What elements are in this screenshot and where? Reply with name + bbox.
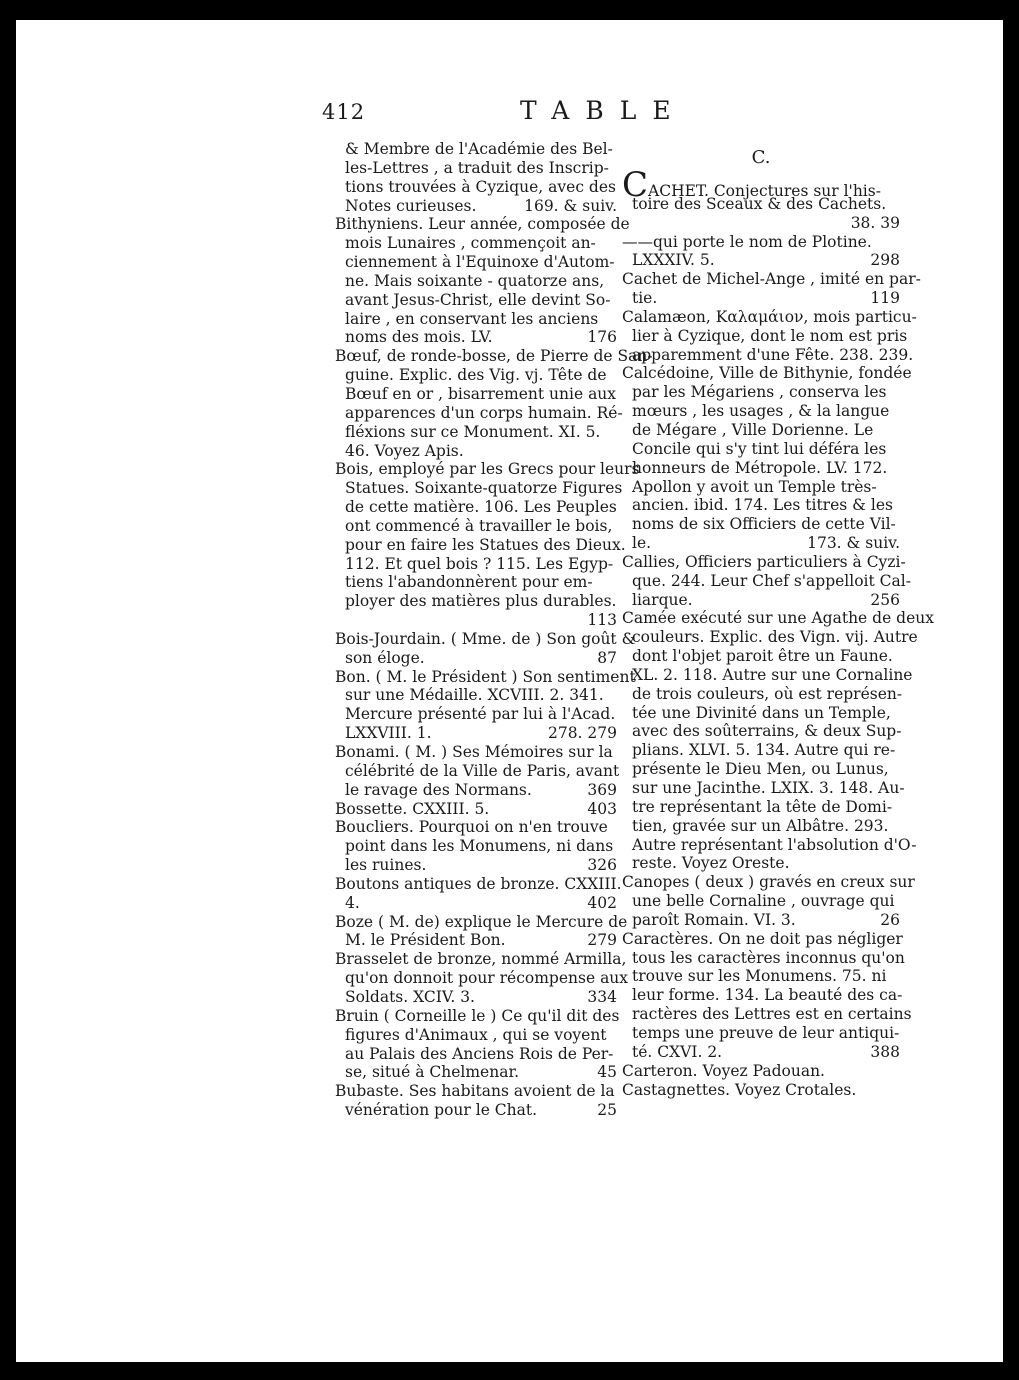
index-line [335, 1101, 617, 1120]
index-line-text: Notes curieuses. [345, 196, 477, 215]
index-line [335, 159, 617, 178]
index-line-text: paroît Romain. VI. 3. [632, 910, 796, 929]
index-line [622, 779, 905, 798]
index-line-ref: 113 [587, 611, 617, 630]
index-line-ref: 388 [870, 1042, 900, 1061]
index-line [335, 912, 628, 932]
index-line-text: Callies, Officiers particuliers à Cyzi- [622, 552, 906, 571]
index-line [335, 517, 617, 536]
index-line-text: sur une Jacinthe. LXIX. 3. 148. Au- [632, 779, 905, 797]
index-line-text: té. CXVI. 2. [632, 1042, 723, 1061]
index-line-text: avec des soûterrains, & deux Sup- [632, 722, 902, 741]
index-line-text: XL. 2. 118. Autre sur une Cornaline [632, 665, 913, 684]
index-line [622, 195, 900, 214]
index-line-text: 4. [345, 893, 360, 912]
index-line [622, 665, 913, 685]
index-line-ref: 119 [870, 289, 900, 308]
index-line [335, 781, 617, 800]
index-line [622, 552, 906, 572]
index-line [335, 629, 636, 649]
index-line [622, 704, 900, 723]
index-line-text: plians. XLVI. 5. 134. Autre qui re- [632, 741, 896, 760]
index-line-text: Bubaste. Ses habitans avoient de la [335, 1082, 615, 1101]
index-line-text: ne. Mais soixante - quatorze ans, [345, 271, 605, 290]
index-line-text: & Membre de l'Académie des Bel- [345, 140, 613, 158]
index-line-text: fléxions sur ce Monument. XI. 5. [345, 422, 601, 441]
index-line-text: Bossette. CXXIII. 5. [335, 799, 490, 818]
index-line [335, 366, 617, 385]
index-line-text: de Mégare , Ville Dorienne. Le [632, 420, 874, 439]
index-line [335, 894, 617, 913]
index-line-ref: 176 [587, 328, 617, 347]
index-line [335, 1082, 617, 1101]
index-line-text: les-Lettres , a traduit des Inscrip- [345, 158, 609, 177]
index-line-text: pour en faire les Statues des Dieux. [345, 535, 626, 554]
index-line [335, 800, 617, 819]
index-line [335, 969, 629, 988]
index-line [335, 555, 617, 574]
index-line [335, 837, 617, 856]
index-line [335, 479, 623, 498]
index-line [335, 253, 617, 272]
index-line [335, 535, 626, 555]
index-line [335, 140, 617, 159]
index-line [622, 722, 900, 741]
index-line-text: noms de six Officiers de cette Vil- [632, 515, 896, 534]
index-line [622, 684, 903, 704]
index-line-text: Bois, employé par les Grecs pour leurs [335, 460, 640, 479]
index-line-text: présente le Dieu Men, ou Lunus, [632, 760, 889, 779]
index-line [622, 798, 900, 817]
index-line [335, 328, 617, 347]
index-line-text: tous les caractères inconnus qu'on [632, 948, 905, 967]
index-line-text: le. [632, 534, 652, 553]
index-line [335, 724, 617, 743]
index-line [622, 741, 900, 760]
index-line-ref: 403 [587, 799, 617, 818]
index-line-text: Concile qui s'y tint lui déféra les [632, 439, 887, 458]
index-line-text: tions trouvées à Cyzique, avec des [345, 177, 616, 196]
index-line-text: ployer des matières plus durables. [345, 592, 617, 611]
index-line [335, 234, 617, 253]
index-line [622, 440, 900, 459]
index-line-ref: 298 [870, 251, 900, 270]
index-line-text: ancien. ibid. 174. Les titres & les [632, 496, 893, 515]
index-line-text: apparemment d'une Fête. 238. 239. [632, 345, 914, 364]
index-line-text: Brasselet de bronze, nommé Armilla, [335, 950, 627, 969]
index-line [622, 515, 900, 534]
index-line [622, 383, 900, 402]
index-line [622, 817, 900, 836]
index-line-text: Bonami. ( M. ) Ses Mémoires sur la [335, 743, 613, 761]
index-line-text: Mercure présenté par lui à l'Acad. [345, 705, 616, 724]
index-line-text: Camée exécuté sur une Agathe de deux [622, 609, 934, 628]
index-line [622, 609, 934, 628]
index-line-text: que. 244. Leur Chef s'appelloit Cal- [632, 571, 911, 590]
index-column-left [335, 140, 653, 1120]
index-line [622, 1081, 900, 1100]
index-line-ref: 278. 279 [547, 724, 617, 743]
index-line [622, 854, 900, 873]
index-line-text: Calamæon, Καλαμάιον, mois particu- [622, 307, 917, 326]
index-line [622, 911, 900, 930]
index-line [335, 818, 617, 837]
index-line [622, 892, 900, 911]
index-line [622, 402, 900, 421]
index-line [622, 496, 900, 515]
index-line-ref: 369 [587, 780, 617, 799]
index-line [335, 649, 617, 668]
index-line-text: vénération pour le Chat. [345, 1101, 538, 1120]
index-line [335, 950, 627, 969]
index-line [335, 498, 617, 517]
index-line [622, 1043, 900, 1062]
index-line [335, 761, 620, 781]
index-line [622, 760, 900, 779]
index-line [622, 967, 900, 986]
index-line-text: Bœuf, de ronde-bosse, de Pierre de San- [335, 347, 653, 366]
index-line-text: Autre représentant l'absolution d'O- [632, 835, 917, 854]
index-line [335, 272, 617, 291]
index-line-text: reste. Voyez Oreste. [632, 854, 790, 873]
index-line [622, 364, 912, 383]
index-line-text: Bithyniens. Leur année, composée de [335, 215, 630, 234]
index-line-text: se, situé à Chelmenar. [345, 1063, 520, 1082]
index-line [335, 856, 617, 875]
index-line [335, 592, 617, 611]
index-line-text: laire , en conservant les anciens [345, 309, 599, 328]
index-line [335, 1045, 617, 1064]
index-line-text: le ravage des Normans. [345, 780, 532, 799]
index-line [335, 423, 617, 442]
index-line [335, 874, 622, 894]
index-line-text: son éloge. [345, 648, 425, 667]
index-line-ref: 173. & suiv. [807, 534, 900, 553]
index-line-text: M. le Président Bon. [345, 931, 506, 950]
index-line [622, 1005, 912, 1024]
index-line-text: mœurs , les usages , & la langue [632, 402, 890, 421]
index-line [622, 270, 921, 289]
index-line-ref: 326 [587, 856, 617, 875]
index-line [622, 835, 917, 855]
index-line-text: Calcédoine, Ville de Bithynie, fondée [622, 364, 912, 383]
index-line-text: Statues. Soixante-quatorze Figures [345, 479, 623, 498]
index-line [335, 705, 617, 724]
index-line [622, 571, 911, 591]
index-line-text: LXXVIII. 1. [345, 724, 432, 743]
index-line-text: les ruines. [345, 856, 427, 875]
index-line-text: figures d'Animaux , qui se voyent [345, 1025, 607, 1044]
index-line [335, 460, 640, 479]
index-line-text: couleurs. Explic. des Vign. vij. Autre [632, 628, 918, 647]
index-line [335, 611, 617, 630]
index-line [622, 345, 914, 365]
index-line-text: Bois-Jourdain. ( Mme. de ) Son goût & [335, 629, 636, 648]
index-line-ref: 25 [597, 1101, 617, 1120]
index-line-text: apparences d'un corps humain. Ré- [345, 403, 623, 422]
index-line-text: ——qui porte le nom de Plotine. [622, 232, 872, 251]
index-line-text: trouve sur les Monumens. 75. ni [632, 967, 887, 986]
index-line-text: Boutons antiques de bronze. CXXIII. [335, 874, 622, 893]
index-line-text: tien, gravée sur un Albâtre. 293. [632, 816, 889, 835]
index-line-text: Bon. ( M. le Président ) Son sentiment [335, 667, 636, 686]
index-line-text: Cachet de Michel-Ange , imité en par- [622, 270, 921, 289]
index-line-ref: 45 [597, 1063, 617, 1082]
index-line-text: Apollon y avoit un Temple très- [632, 477, 877, 496]
index-line [622, 591, 900, 610]
index-line [622, 421, 900, 440]
index-line [622, 289, 900, 308]
index-line-text: honneurs de Métropole. LV. 172. [632, 458, 888, 477]
index-line [335, 988, 617, 1007]
index-line [335, 403, 623, 423]
index-line-text: Boze ( M. de) explique le Mercure de [335, 912, 628, 931]
index-line [335, 197, 617, 216]
index-line [622, 326, 908, 346]
index-line-ref: 38. 39 [850, 213, 900, 232]
index-line-text: Canopes ( deux ) gravés en creux sur [622, 873, 915, 892]
index-line [335, 178, 617, 197]
index-line [622, 873, 915, 892]
index-line-text: leur forme. 134. La beauté des ca- [632, 986, 903, 1005]
index-line-text: Boucliers. Pourquoi on n'en trouve [335, 818, 608, 837]
index-line-text: LXXXIV. 5. [632, 251, 715, 270]
index-line [335, 686, 617, 705]
index-line-text: Caractères. On ne doit pas négliger [622, 929, 903, 948]
index-line-text: Bruin ( Corneille le ) Ce qu'il dit des [335, 1006, 620, 1025]
index-line-text: mois Lunaires , commençoit an- [345, 234, 596, 253]
index-line [622, 307, 917, 327]
index-column-right-body [622, 165, 934, 1099]
index-line-ref: 256 [870, 590, 900, 609]
index-line [622, 948, 905, 968]
index-line [335, 385, 617, 404]
index-line-text: temps une preuve de leur antiqui- [632, 1023, 900, 1042]
index-line-text: Carteron. Voyez Padouan. [622, 1061, 825, 1080]
index-line-text: liarque. [632, 590, 693, 609]
index-line-text: Soldats. XCIV. 3. [345, 987, 475, 1006]
index-line [335, 442, 617, 461]
index-line [335, 1063, 617, 1082]
index-line [622, 459, 900, 478]
index-line-text: ractères des Lettres est en certains [632, 1005, 912, 1024]
index-line-text: point dans les Monumens, ni dans [345, 837, 614, 856]
index-line-text: tiens l'abandonnèrent pour em- [345, 573, 593, 592]
index-line [622, 1024, 900, 1043]
index-column-right [622, 140, 934, 1099]
index-line-text: au Palais des Anciens Rois de Per- [345, 1044, 614, 1063]
index-line-text: une belle Cornaline , ouvrage qui [632, 892, 895, 911]
index-line [335, 310, 617, 329]
index-line-text: 112. Et quel bois ? 115. Les Egyp- [345, 554, 614, 573]
index-line-ref: 169. & suiv. [524, 196, 617, 215]
index-line-text: toire des Sceaux & des Cachets. [632, 194, 887, 213]
index-line-ref: 87 [597, 648, 617, 667]
page-number: 412 [322, 100, 366, 124]
index-line-text: célébrité de la Ville de Paris, avant [345, 761, 620, 780]
section-letter: C. [751, 147, 771, 168]
index-line-text: 46. Voyez Apis. [345, 441, 464, 460]
index-line [335, 215, 630, 234]
index-line-ref: 334 [587, 987, 617, 1006]
index-line [622, 233, 900, 252]
index-line [335, 1026, 617, 1045]
index-line-text: tie. [632, 289, 658, 308]
index-line-text: avant Jesus-Christ, elle devint So- [345, 290, 611, 309]
index-line-text: de trois couleurs, où est représen- [632, 684, 903, 703]
index-line-text: lier à Cyzique, dont le nom est pris [632, 326, 908, 345]
index-line-text: noms des mois. LV. [345, 328, 493, 347]
index-line [622, 929, 903, 949]
index-line-ref: 402 [587, 893, 617, 912]
index-line-text: sur une Médaille. XCVIII. 2. 341. [345, 686, 604, 705]
index-line-text: ciennement à l'Equinoxe d'Autom- [345, 253, 615, 272]
index-line [622, 986, 903, 1005]
index-line-ref: 279 [587, 931, 617, 950]
index-line [335, 291, 617, 310]
index-line-text: par les Mégariens , conserva les [632, 383, 887, 402]
index-line-text: Bœuf en or , bisarrement unie aux [345, 384, 617, 403]
index-line-text: tée une Divinité dans un Temple, [632, 703, 891, 722]
index-line-text: dont l'objet paroit être un Faune. [632, 647, 893, 666]
index-line [335, 573, 617, 592]
index-line-text: guine. Explic. des Vig. vj. Tête de [345, 366, 607, 385]
index-line-text: Castagnettes. Voyez Crotales. [622, 1080, 857, 1099]
index-line [335, 1006, 620, 1026]
index-line [622, 251, 900, 270]
index-line [622, 1062, 900, 1081]
index-line [335, 667, 636, 687]
index-line-text: qu'on donnoit pour récompense aux [345, 969, 629, 988]
index-line-text: tre représentant la tête de Domi- [632, 797, 893, 816]
index-line-ref: 26 [880, 910, 900, 929]
running-title: TABLE [520, 96, 687, 125]
index-line [335, 347, 653, 366]
index-line [622, 534, 900, 553]
index-line [335, 743, 617, 762]
index-line [622, 214, 900, 233]
index-line-text: CACHET. Conjectures sur l'his- [622, 165, 881, 205]
index-line [622, 478, 900, 497]
index-line-text: ont commencé à travailler le bois, [345, 516, 613, 535]
index-line [335, 931, 617, 950]
index-line [622, 628, 918, 647]
index-line [622, 647, 900, 666]
index-line-text: de cette matière. 106. Les Peuples [345, 498, 617, 517]
